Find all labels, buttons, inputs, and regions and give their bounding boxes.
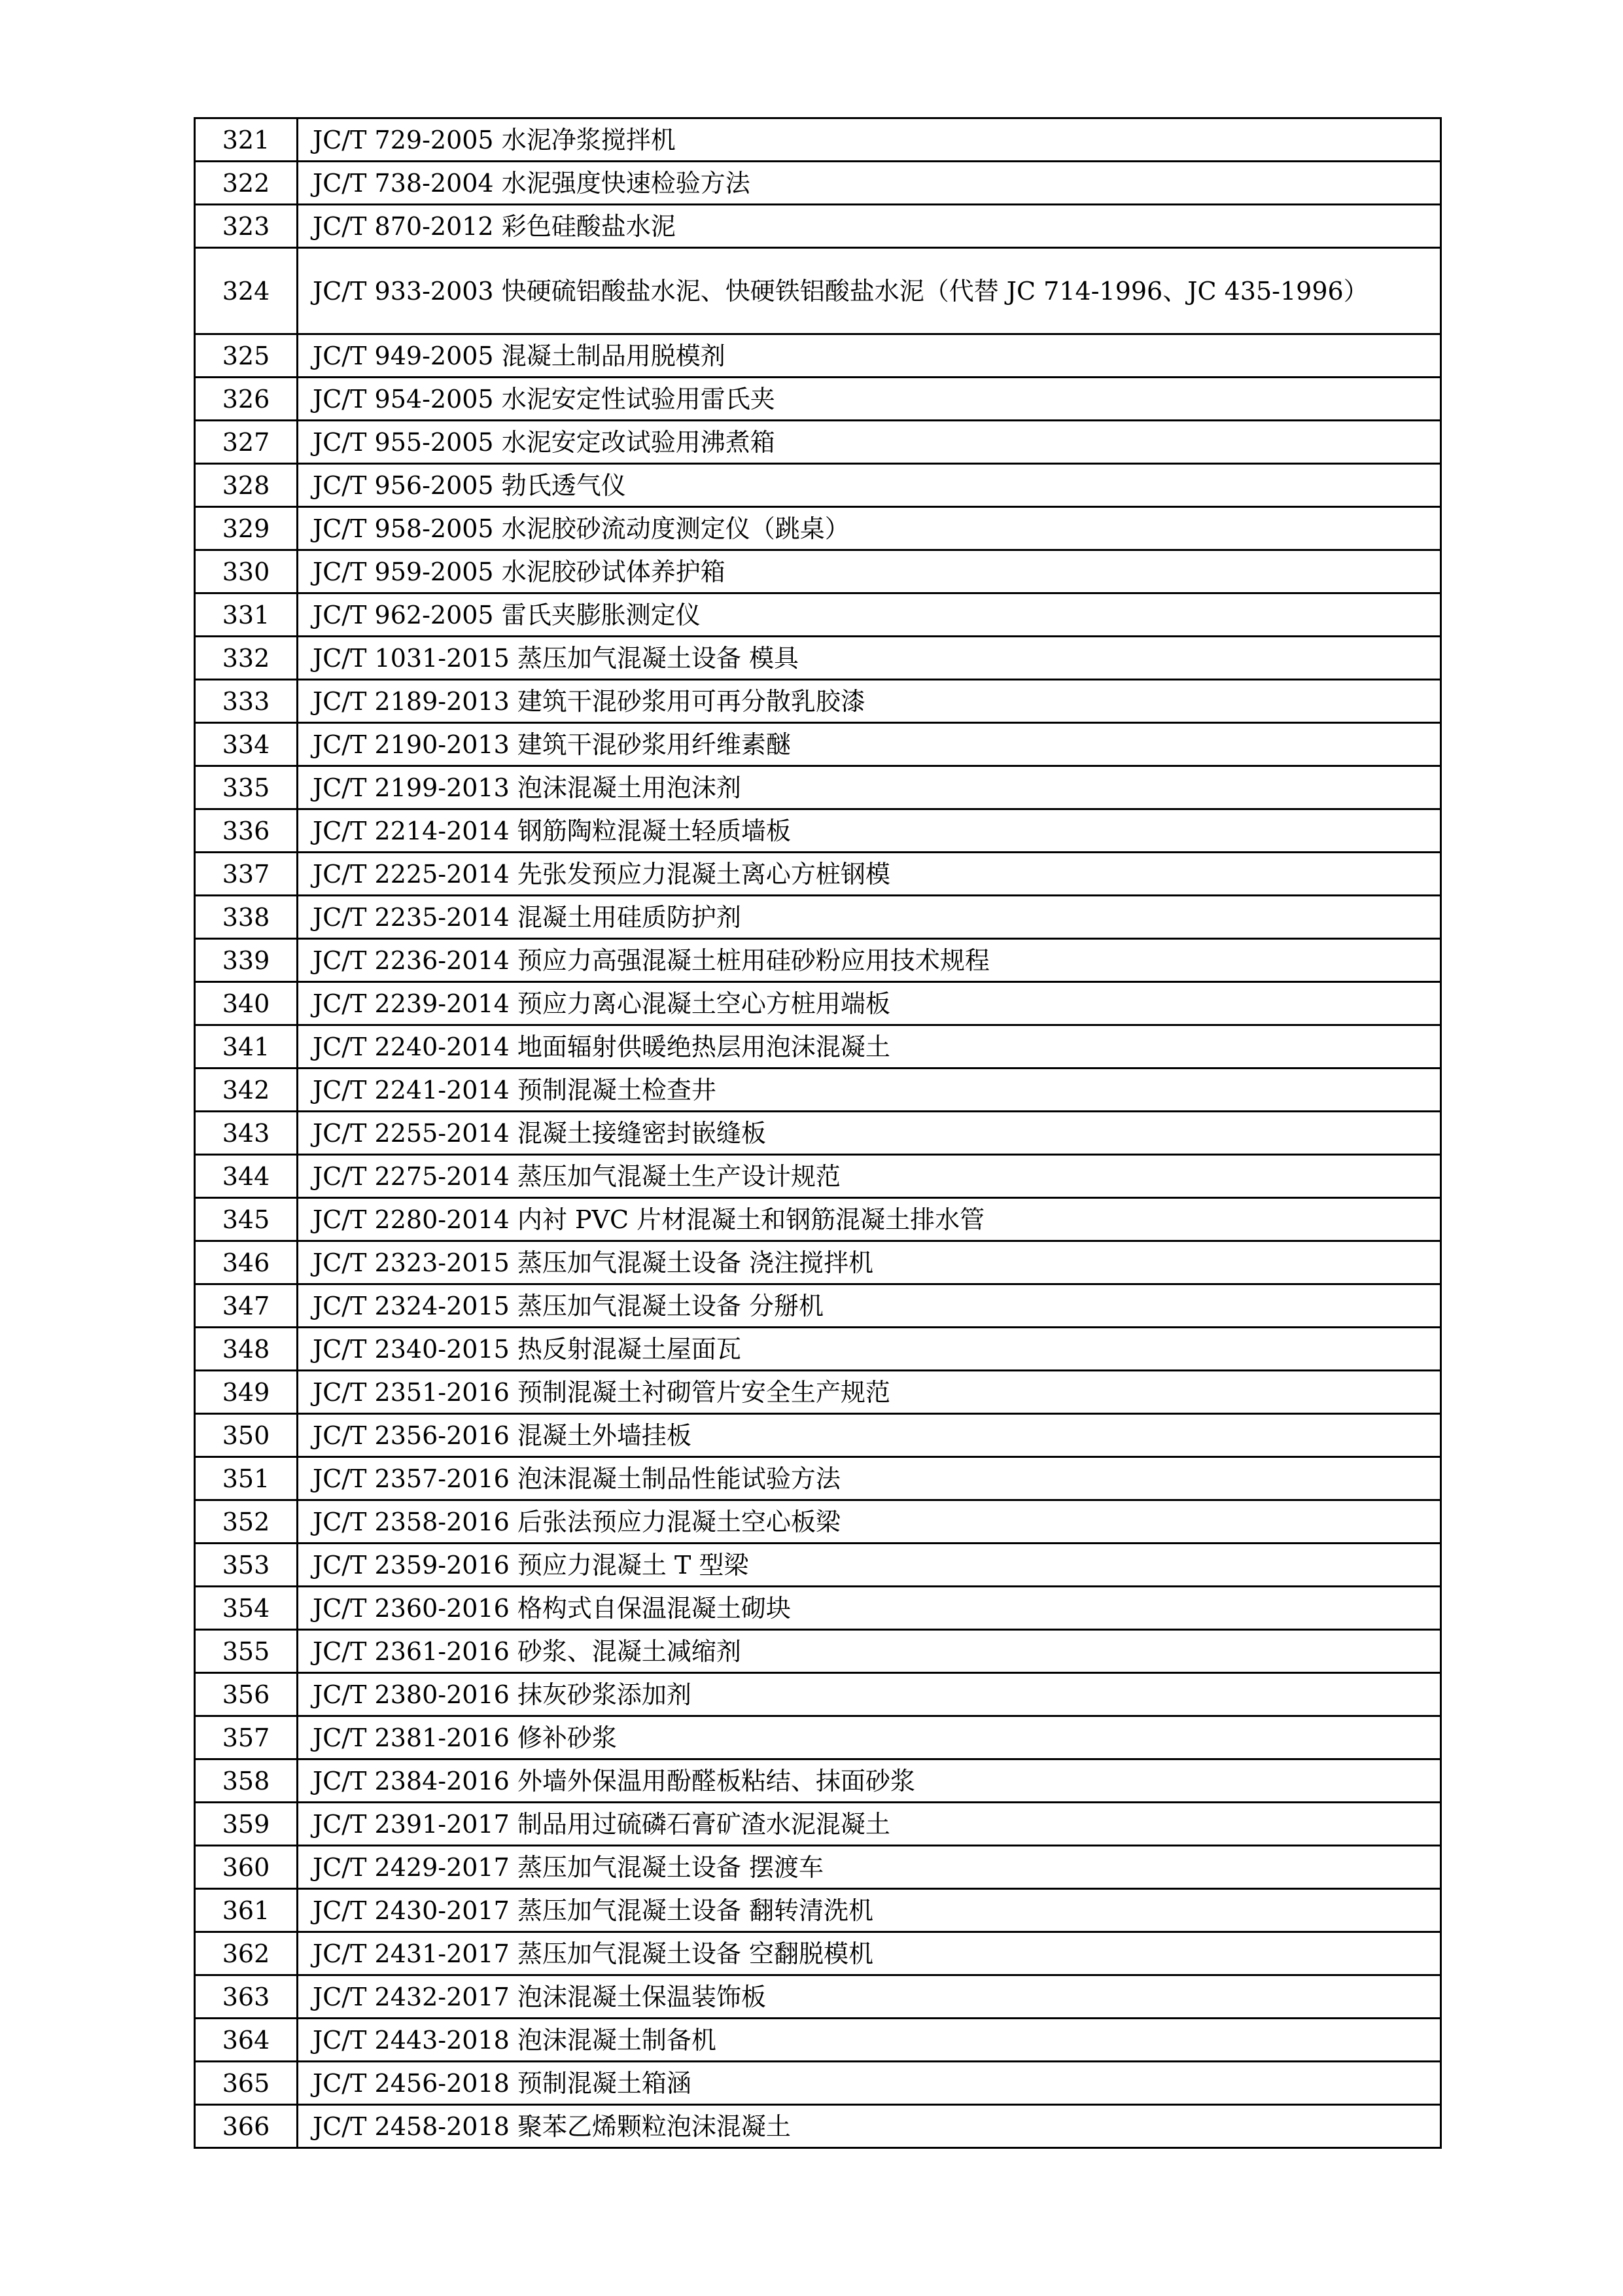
row-number: 329: [195, 507, 298, 550]
row-number: 333: [195, 680, 298, 723]
table-row: [195, 1673, 1441, 1716]
row-number: 322: [195, 162, 298, 205]
table-row: [195, 1846, 1441, 1889]
row-number: 354: [195, 1587, 298, 1630]
standard-title: JC/T 2236-2014 预应力高强混凝土桩用硅砂粉应用技术规程: [298, 939, 1441, 982]
table-row: [195, 205, 1441, 248]
table-row: [195, 421, 1441, 464]
standard-title: JC/T 933-2003 快硬硫铝酸盐水泥、快硬铁铝酸盐水泥（代替 JC 714-1996、JC 435-1996）: [298, 248, 1441, 334]
table-row: [195, 1328, 1441, 1371]
row-number: 324: [195, 248, 298, 334]
standard-title: JC/T 2360-2016 格构式自保温混凝土砌块: [298, 1587, 1441, 1630]
row-number: 353: [195, 1544, 298, 1587]
table-row: [195, 1371, 1441, 1414]
table-row: [195, 1889, 1441, 1932]
row-number: 325: [195, 334, 298, 378]
table-row: [195, 464, 1441, 507]
standard-title: JC/T 2255-2014 混凝土接缝密封嵌缝板: [298, 1112, 1441, 1155]
row-number: 327: [195, 421, 298, 464]
table-row: [195, 1112, 1441, 1155]
table-row: [195, 1587, 1441, 1630]
row-number: 336: [195, 809, 298, 853]
standard-title: JC/T 1031-2015 蒸压加气混凝土设备 模具: [298, 637, 1441, 680]
table-row: [195, 1500, 1441, 1544]
row-number: 351: [195, 1457, 298, 1500]
standard-title: JC/T 2443-2018 泡沫混凝土制备机: [298, 2019, 1441, 2062]
row-number: 363: [195, 1975, 298, 2019]
table-row: [195, 550, 1441, 593]
table-row: [195, 1457, 1441, 1500]
standard-title: JC/T 2356-2016 混凝土外墙挂板: [298, 1414, 1441, 1457]
table-row: [195, 896, 1441, 939]
row-number: 339: [195, 939, 298, 982]
standard-title: JC/T 2358-2016 后张法预应力混凝土空心板梁: [298, 1500, 1441, 1544]
table-row: [195, 507, 1441, 550]
row-number: 364: [195, 2019, 298, 2062]
standard-title: JC/T 2430-2017 蒸压加气混凝土设备 翻转清洗机: [298, 1889, 1441, 1932]
standard-title: JC/T 2351-2016 预制混凝土衬砌管片安全生产规范: [298, 1371, 1441, 1414]
standard-title: JC/T 962-2005 雷氏夹膨胀测定仪: [298, 593, 1441, 637]
standard-title: JC/T 2361-2016 砂浆、混凝土减缩剂: [298, 1630, 1441, 1673]
standard-title: JC/T 955-2005 水泥安定改试验用沸煮箱: [298, 421, 1441, 464]
standard-title: JC/T 2391-2017 制品用过硫磷石膏矿渣水泥混凝土: [298, 1803, 1441, 1846]
standard-title: JC/T 729-2005 水泥净浆搅拌机: [298, 118, 1441, 162]
standard-title: JC/T 2384-2016 外墙外保温用酚醛板粘结、抹面砂浆: [298, 1759, 1441, 1803]
table-row: [195, 1155, 1441, 1198]
table-row: [195, 1241, 1441, 1284]
row-number: 344: [195, 1155, 298, 1198]
row-number: 330: [195, 550, 298, 593]
standard-title: JC/T 2380-2016 抹灰砂浆添加剂: [298, 1673, 1441, 1716]
row-number: 321: [195, 118, 298, 162]
standard-title: JC/T 2189-2013 建筑干混砂浆用可再分散乳胶漆: [298, 680, 1441, 723]
row-number: 334: [195, 723, 298, 766]
table-row: [195, 766, 1441, 809]
row-number: 345: [195, 1198, 298, 1241]
standard-title: JC/T 2275-2014 蒸压加气混凝土生产设计规范: [298, 1155, 1441, 1198]
table-row: [195, 2062, 1441, 2105]
standard-title: JC/T 870-2012 彩色硅酸盐水泥: [298, 205, 1441, 248]
row-number: 365: [195, 2062, 298, 2105]
table-row: [195, 1630, 1441, 1673]
row-number: 355: [195, 1630, 298, 1673]
standard-title: JC/T 2214-2014 钢筋陶粒混凝土轻质墙板: [298, 809, 1441, 853]
row-number: 356: [195, 1673, 298, 1716]
row-number: 335: [195, 766, 298, 809]
standard-title: JC/T 949-2005 混凝土制品用脱模剂: [298, 334, 1441, 378]
table-row: [195, 378, 1441, 421]
row-number: 332: [195, 637, 298, 680]
row-number: 331: [195, 593, 298, 637]
table-row: [195, 248, 1441, 334]
table-row: [195, 1025, 1441, 1069]
table-row: [195, 853, 1441, 896]
table-row: [195, 809, 1441, 853]
standard-title: JC/T 2235-2014 混凝土用硅质防护剂: [298, 896, 1441, 939]
table-row: [195, 1716, 1441, 1759]
standards-table-body: [195, 118, 1441, 2148]
row-number: 350: [195, 1414, 298, 1457]
table-row: [195, 982, 1441, 1025]
standard-title: JC/T 956-2005 勃氏透气仪: [298, 464, 1441, 507]
table-row: [195, 1759, 1441, 1803]
standard-title: JC/T 2359-2016 预应力混凝土 T 型梁: [298, 1544, 1441, 1587]
standard-title: JC/T 2340-2015 热反射混凝土屋面瓦: [298, 1328, 1441, 1371]
standard-title: JC/T 2381-2016 修补砂浆: [298, 1716, 1441, 1759]
table-row: [195, 118, 1441, 162]
table-row: [195, 1414, 1441, 1457]
standard-title: JC/T 2199-2013 泡沫混凝土用泡沫剂: [298, 766, 1441, 809]
table-row: [195, 1544, 1441, 1587]
standard-title: JC/T 2240-2014 地面辐射供暖绝热层用泡沫混凝土: [298, 1025, 1441, 1069]
standard-title: JC/T 2431-2017 蒸压加气混凝土设备 空翻脱模机: [298, 1932, 1441, 1975]
standard-title: JC/T 2429-2017 蒸压加气混凝土设备 摆渡车: [298, 1846, 1441, 1889]
row-number: 352: [195, 1500, 298, 1544]
row-number: 359: [195, 1803, 298, 1846]
table-row: [195, 1803, 1441, 1846]
table-row: [195, 334, 1441, 378]
standard-title: JC/T 2357-2016 泡沫混凝土制品性能试验方法: [298, 1457, 1441, 1500]
table-row: [195, 1069, 1441, 1112]
standard-title: JC/T 2324-2015 蒸压加气混凝土设备 分掰机: [298, 1284, 1441, 1328]
standard-title: JC/T 2241-2014 预制混凝土检查井: [298, 1069, 1441, 1112]
row-number: 340: [195, 982, 298, 1025]
standard-title: JC/T 2239-2014 预应力离心混凝土空心方桩用端板: [298, 982, 1441, 1025]
row-number: 338: [195, 896, 298, 939]
row-number: 337: [195, 853, 298, 896]
table-row: [195, 2105, 1441, 2148]
row-number: 343: [195, 1112, 298, 1155]
table-row: [195, 162, 1441, 205]
standard-title: JC/T 2280-2014 内衬 PVC 片材混凝土和钢筋混凝土排水管: [298, 1198, 1441, 1241]
table-row: [195, 939, 1441, 982]
row-number: 342: [195, 1069, 298, 1112]
standard-title: JC/T 954-2005 水泥安定性试验用雷氏夹: [298, 378, 1441, 421]
standards-table: [194, 117, 1442, 2149]
table-row: [195, 680, 1441, 723]
row-number: 348: [195, 1328, 298, 1371]
table-row: [195, 723, 1441, 766]
standard-title: JC/T 2190-2013 建筑干混砂浆用纤维素醚: [298, 723, 1441, 766]
row-number: 328: [195, 464, 298, 507]
standard-title: JC/T 958-2005 水泥胶砂流动度测定仪（跳桌）: [298, 507, 1441, 550]
row-number: 341: [195, 1025, 298, 1069]
row-number: 362: [195, 1932, 298, 1975]
table-row: [195, 637, 1441, 680]
row-number: 358: [195, 1759, 298, 1803]
row-number: 357: [195, 1716, 298, 1759]
row-number: 326: [195, 378, 298, 421]
standard-title: JC/T 2432-2017 泡沫混凝土保温装饰板: [298, 1975, 1441, 2019]
row-number: 346: [195, 1241, 298, 1284]
table-row: [195, 1284, 1441, 1328]
standard-title: JC/T 2323-2015 蒸压加气混凝土设备 浇注搅拌机: [298, 1241, 1441, 1284]
row-number: 360: [195, 1846, 298, 1889]
standard-title: JC/T 2458-2018 聚苯乙烯颗粒泡沫混凝土: [298, 2105, 1441, 2148]
row-number: 366: [195, 2105, 298, 2148]
row-number: 361: [195, 1889, 298, 1932]
table-row: [195, 1975, 1441, 2019]
standard-title: JC/T 2456-2018 预制混凝土箱涵: [298, 2062, 1441, 2105]
standard-title: JC/T 959-2005 水泥胶砂试体养护箱: [298, 550, 1441, 593]
table-row: [195, 2019, 1441, 2062]
row-number: 347: [195, 1284, 298, 1328]
standard-title: JC/T 2225-2014 先张发预应力混凝土离心方桩钢模: [298, 853, 1441, 896]
table-row: [195, 593, 1441, 637]
table-row: [195, 1932, 1441, 1975]
row-number: 349: [195, 1371, 298, 1414]
row-number: 323: [195, 205, 298, 248]
table-row: [195, 1198, 1441, 1241]
standard-title: JC/T 738-2004 水泥强度快速检验方法: [298, 162, 1441, 205]
